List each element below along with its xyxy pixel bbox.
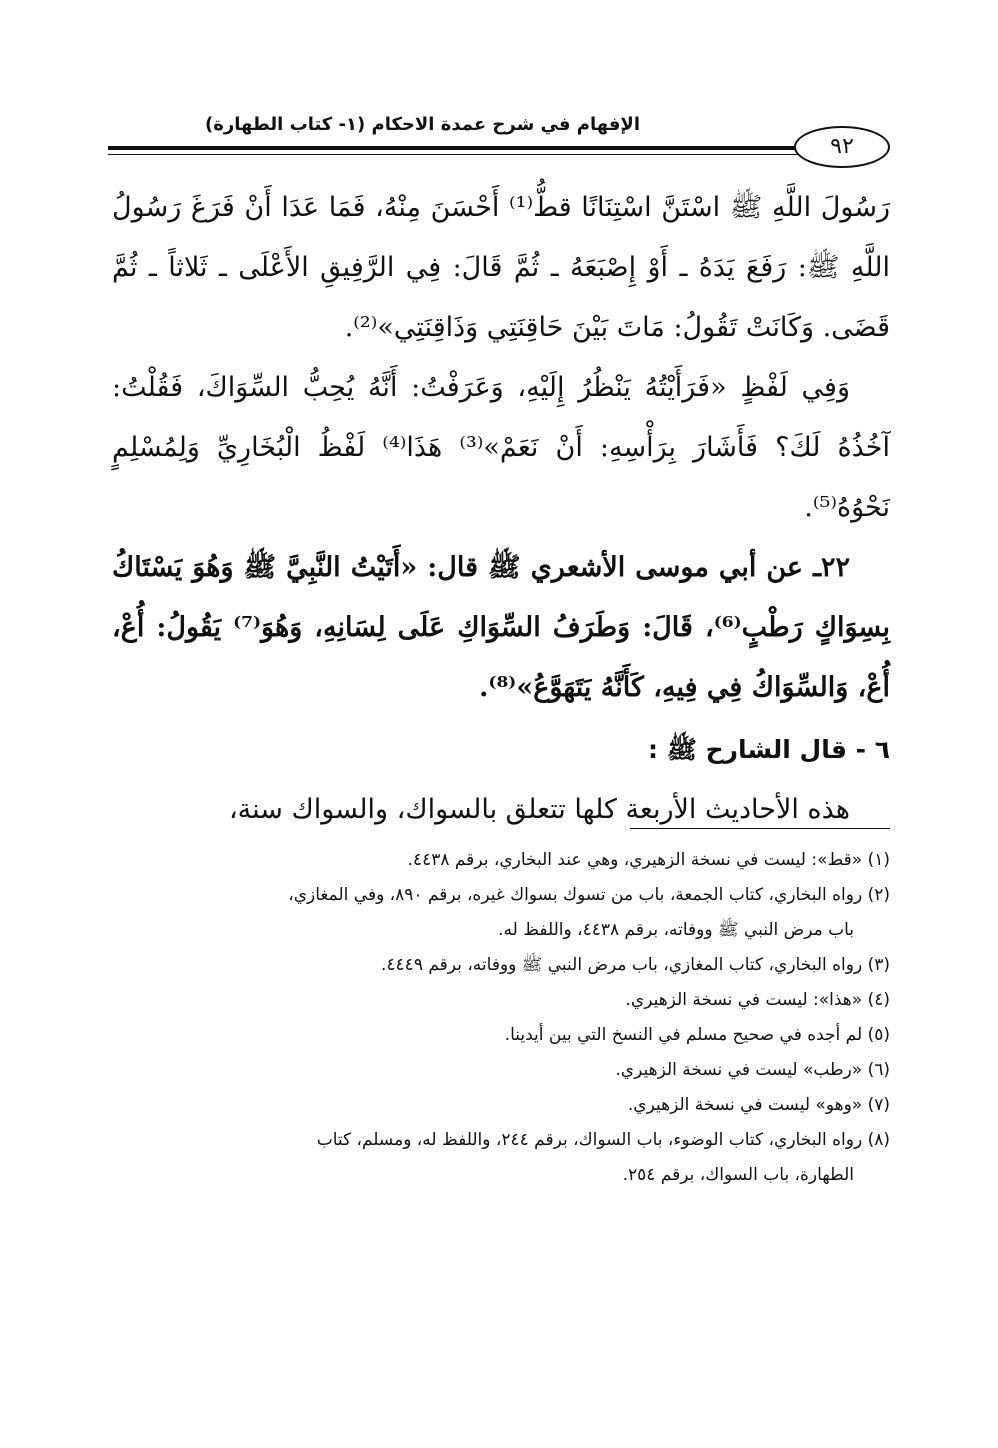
running-header (108, 110, 890, 170)
footnote-2-continuation: باب مرض النبي ﷺ ووفاته، برقم ٤٤٣٨، واللفظ له. (498, 920, 854, 940)
footnote-5: (٥) لم أجده في صحيح مسلم في النسخ التي بين أيدينا. (504, 1025, 890, 1045)
footnote-6: (٦) «رطب» ليست في نسخة الزهيري. (615, 1060, 890, 1080)
footnote-2: (٢) رواه البخاري، كتاب الجمعة، باب من تسوك بسواك غيره، برقم ٨٩٠، وفي المغازي، (288, 885, 890, 905)
footnote-3: (٣) رواه البخاري، كتاب المغازي، باب مرض النبي ﷺ ووفاته، برقم ٤٤٤٩. (381, 955, 890, 975)
section-heading: ٦ - قال الشارح ﷺ : (648, 735, 890, 764)
page-number: ٩٢ (794, 126, 890, 168)
paragraph-other-wording: وَفِي لَفْظٍ «فَرَأَيْتُهُ يَنْظُرُ إِلَيْهِ، وَعَرَفْتُ: أَنَّهُ يُحِبُّ السِّوَاكَ، فَقُلْتُ: آخُذُهُ لَكَ؟ فَأَشَارَ بِرَأْسِهِ: أَنْ نَعَمْ»⁽³⁾ هَذَا⁽⁴⁾ لَفْظُ الْبُخَارِيِّ وَلِمُسْلِمٍ نَحْوُهُ⁽⁵⁾. (112, 372, 890, 523)
paragraph-commentary: هذه الأحاديث الأربعة كلها تتعلق بالسواك، والسواك سنة، (228, 794, 850, 825)
main-text (112, 178, 890, 840)
footnote-list (112, 843, 890, 1193)
footnote-1: (١) «قط»: ليست في نسخة الزهيري، وهي عند البخاري، برقم ٤٤٣٨. (407, 850, 890, 870)
footnote-7: (٧) «وهو» ليست في نسخة الزهيري. (627, 1095, 890, 1115)
header-title: الإفهام في شرح عمدة الاحكام (١- كتاب الطهارة) (205, 114, 640, 135)
header-rule-thick (108, 146, 798, 150)
footnote-8-continuation: الطهارة، باب السواك، برقم ٢٥٤. (622, 1165, 854, 1185)
footnote-4: (٤) «هذا»: ليست في نسخة الزهيري. (625, 990, 890, 1010)
footnotes (112, 828, 890, 1193)
paragraph-hadith-22: ٢٢ـ عن أبي موسى الأشعري ﷺ قال: «أَتَيْتُ النَّبِيَّ ﷺ وَهُوَ يَسْتَاكُ بِسِوَاكٍ رَطْبٍ⁽⁶⁾، قَالَ: وَطَرَفُ السِّوَاكِ عَلَى لِسَانِهِ، وَهُوَ⁽⁷⁾ يَقُولُ: أُعْ، أُعْ، وَالسِّوَاكُ فِي فِيهِ، كَأَنَّهُ يَتَهَوَّعُ»⁽⁸⁾. (112, 552, 890, 703)
footnote-rule (630, 828, 890, 829)
paragraph-hadith-continuation: رَسُولَ اللَّهِ ﷺ اسْتَنَّ اسْتِنَانًا قطُّ⁽¹⁾ أَحْسَنَ مِنْهُ، فَمَا عَدَا أَنْ فَرَغَ رَسُولُ اللَّهِ ﷺ: رَفَعَ يَدَهُ ـ أَوْ إِصْبَعَهُ ـ ثُمَّ قَالَ: فِي الرَّفِيقِ الأَعْلَى ـ ثَلاثاً ـ ثُمَّ قَضَى. وَكَانَتْ تَقُولُ: مَاتَ بَيْنَ حَاقِنَتِي وَذَاقِنَتِي»⁽²⁾. (112, 192, 891, 343)
header-rule-thin (108, 154, 798, 155)
footnote-8: (٨) رواه البخاري، كتاب الوضوء، باب السواك، برقم ٢٤٤، واللفظ له، ومسلم، كتاب (316, 1130, 890, 1150)
